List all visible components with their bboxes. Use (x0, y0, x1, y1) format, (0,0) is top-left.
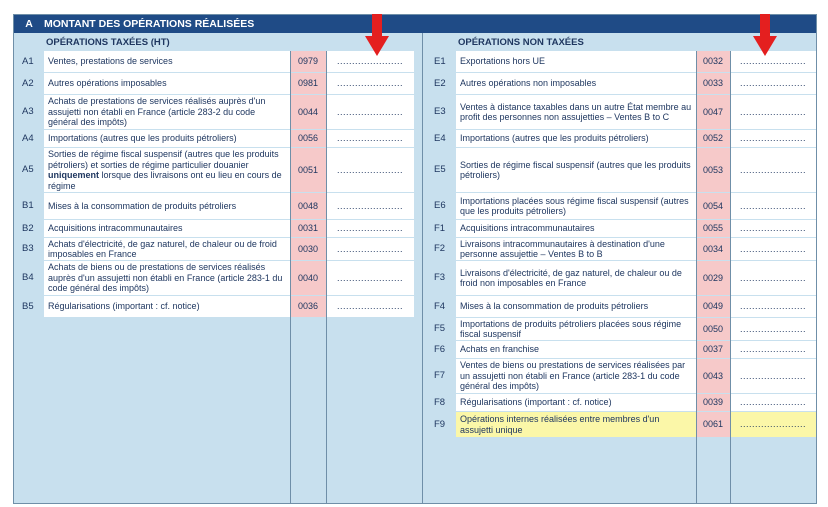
row-code: F3 (434, 272, 446, 284)
row-label (456, 238, 696, 261)
form-row (426, 359, 816, 394)
box-number: 0037 (696, 341, 730, 359)
row-code: F6 (434, 343, 446, 355)
section-title: MONTANT DES OPÉRATIONS RÉALISÉES (44, 18, 255, 30)
row-code: F4 (434, 300, 446, 312)
form-row (426, 130, 816, 148)
amount-field[interactable]: ...................... (730, 318, 816, 341)
box-number: 0036 (290, 296, 326, 318)
column-divider (422, 33, 423, 503)
row-label (456, 51, 696, 73)
form-row (14, 51, 414, 73)
amount-field[interactable]: ...................... (730, 296, 816, 318)
row-code: F9 (434, 418, 446, 430)
row-code: E3 (434, 106, 446, 118)
row-code: A4 (22, 132, 34, 144)
form-row (426, 238, 816, 261)
row-label-text: Achats de prestations de services réalisés auprès d'un assujetti non établi en France (article 283-2 du code général des impôts) (48, 96, 266, 128)
form-row (426, 73, 816, 95)
amount-field[interactable]: ...................... (730, 193, 816, 220)
form-row (14, 261, 414, 296)
row-label-text: Ventes, prestations de services (48, 56, 173, 67)
form-row (426, 341, 816, 359)
row-label (456, 95, 696, 130)
box-number: 0032 (696, 51, 730, 73)
row-code: B2 (22, 222, 34, 234)
row-label-text: Sorties de régime fiscal suspensif (autres que les produits pétroliers) (460, 159, 691, 180)
row-code: A5 (22, 164, 34, 176)
box-number: 0048 (290, 193, 326, 220)
down-arrow-icon (753, 14, 777, 56)
column-divider (696, 51, 697, 503)
amount-field[interactable]: ...................... (730, 412, 816, 438)
row-label-text: Opérations internes réalisées entre membres d'un assujetti unique (460, 414, 660, 435)
row-label-text: Livraisons intracommunautaires à destination d'une personne assujettie – Ventes B to B (460, 238, 665, 259)
box-number: 0981 (290, 73, 326, 95)
amount-field[interactable]: ...................... (730, 359, 816, 394)
amount-field[interactable]: ...................... (326, 95, 414, 130)
form-row (14, 73, 414, 95)
amount-field[interactable]: ...................... (326, 296, 414, 318)
row-label (456, 261, 696, 296)
form-row (426, 95, 816, 130)
row-code: B5 (22, 300, 34, 312)
row-label (456, 73, 696, 95)
row-label-text: Exportations hors UE (460, 56, 546, 67)
box-number: 0047 (696, 95, 730, 130)
form-row (14, 238, 414, 261)
box-number: 0979 (290, 51, 326, 73)
box-number: 0043 (696, 359, 730, 394)
row-label (456, 130, 696, 148)
row-code: A2 (22, 77, 34, 89)
row-label (456, 412, 696, 438)
form-row (14, 148, 414, 193)
row-label-text: Acquisitions intracommunautaires (460, 223, 595, 234)
amount-field[interactable]: ...................... (730, 148, 816, 193)
row-label (44, 220, 290, 238)
form-row (426, 261, 816, 296)
row-code: F8 (434, 396, 446, 408)
box-number: 0030 (290, 238, 326, 261)
row-label (456, 341, 696, 359)
box-number: 0053 (696, 148, 730, 193)
row-code: F5 (434, 323, 446, 335)
row-label-emphasis: uniquement (48, 170, 99, 180)
box-number: 0031 (290, 220, 326, 238)
row-label (456, 296, 696, 318)
form-row (426, 220, 816, 238)
amount-field[interactable]: ...................... (730, 73, 816, 95)
box-number: 0061 (696, 412, 730, 438)
box-number: 0052 (696, 130, 730, 148)
amount-field[interactable]: ...................... (730, 130, 816, 148)
form-row (14, 130, 414, 148)
row-label-text: Achats d'électricité, de gaz naturel, de chaleur ou de froid imposables en France (48, 238, 277, 259)
box-number: 0049 (696, 296, 730, 318)
row-label (44, 73, 290, 95)
amount-field[interactable]: ...................... (730, 261, 816, 296)
row-label-text: Mises à la consommation de produits pétroliers (460, 301, 649, 312)
row-label-text: Autres opérations imposables (48, 78, 167, 89)
form-row (426, 193, 816, 220)
row-label (456, 318, 696, 341)
box-number: 0054 (696, 193, 730, 220)
form-row (14, 95, 414, 130)
row-label (44, 95, 290, 130)
row-label (44, 261, 290, 296)
box-number: 0050 (696, 318, 730, 341)
row-label-text: Achats en franchise (460, 344, 540, 355)
box-number: 0039 (696, 394, 730, 412)
row-code: B3 (22, 243, 34, 255)
form-row (14, 296, 414, 318)
row-label (44, 296, 290, 318)
amount-field[interactable]: ...................... (326, 238, 414, 261)
box-number: 0056 (290, 130, 326, 148)
row-label (44, 193, 290, 220)
row-code: A3 (22, 106, 34, 118)
form-row (14, 220, 414, 238)
row-code: F2 (434, 243, 446, 255)
row-label (44, 51, 290, 73)
amount-field[interactable]: ...................... (326, 220, 414, 238)
right-heading: OPÉRATIONS NON TAXÉES (458, 36, 584, 48)
row-label (456, 220, 696, 238)
down-arrow-icon (365, 14, 389, 56)
row-label (44, 148, 290, 193)
row-code: E4 (434, 132, 446, 144)
column-divider (730, 51, 731, 503)
amount-field[interactable]: ...................... (730, 95, 816, 130)
row-label-text: Importations (autres que les produits pétroliers) (460, 133, 649, 144)
form-row (426, 318, 816, 341)
row-label (456, 148, 696, 193)
amount-field[interactable]: ...................... (730, 394, 816, 412)
row-code: E5 (434, 164, 446, 176)
row-label-text: Livraisons d'électricité, de gaz naturel, de chaleur ou de froid non imposables en France (460, 267, 682, 288)
box-number: 0029 (696, 261, 730, 296)
section-header (14, 15, 816, 33)
row-code: F1 (434, 222, 446, 234)
amount-field[interactable]: ...................... (730, 238, 816, 261)
row-code: E2 (434, 77, 446, 89)
box-number: 0040 (290, 261, 326, 296)
box-number: 0033 (696, 73, 730, 95)
row-code: E6 (434, 200, 446, 212)
row-code: A1 (22, 55, 34, 67)
row-code: B1 (22, 200, 34, 212)
row-label-text: Autres opérations non imposables (460, 78, 597, 89)
row-label-text (48, 149, 286, 191)
row-label-text: Régularisations (important : cf. notice) (460, 397, 612, 408)
box-number: 0044 (290, 95, 326, 130)
row-label (44, 130, 290, 148)
amount-field[interactable]: ...................... (730, 341, 816, 359)
row-label-text: Mises à la consommation de produits pétroliers (48, 200, 237, 211)
row-label-part: Sorties de régime fiscal suspensif (autres que les produits pétroliers) et sorties de régime particulier douanier (48, 149, 279, 170)
row-code: F7 (434, 370, 446, 382)
row-code: B4 (22, 272, 34, 284)
row-label-text: Importations (autres que les produits pétroliers) (48, 133, 237, 144)
row-label-text: Ventes à distance taxables dans un autre État membre au profit des personnes non assujetties – Ventes B to C (460, 101, 692, 122)
column-divider (326, 51, 327, 503)
row-label (456, 193, 696, 220)
amount-field[interactable]: ...................... (326, 73, 414, 95)
row-label-text: Achats de biens ou de prestations de services réalisés auprès d'un assujetti non établi en France (article 283-1 du code général des impôts) (48, 262, 283, 294)
row-label (44, 238, 290, 261)
amount-field[interactable]: ...................... (326, 51, 414, 73)
row-label-part: lorsque des livraisons ont eu lieu en cours de régime (48, 170, 282, 191)
left-heading: OPÉRATIONS TAXÉES (HT) (46, 36, 170, 48)
column-divider (290, 51, 291, 503)
form-row (426, 394, 816, 412)
box-number: 0055 (696, 220, 730, 238)
row-label-text: Acquisitions intracommunautaires (48, 223, 183, 234)
amount-field[interactable]: ...................... (326, 130, 414, 148)
amount-field[interactable]: ...................... (326, 148, 414, 193)
amount-field[interactable]: ...................... (326, 261, 414, 296)
row-label-text: Régularisations (important : cf. notice) (48, 301, 200, 312)
section-letter: A (25, 18, 33, 30)
amount-field[interactable]: ...................... (730, 51, 816, 73)
row-label (456, 359, 696, 394)
row-label (456, 394, 696, 412)
box-number: 0034 (696, 238, 730, 261)
form-row (14, 193, 414, 220)
row-code: E1 (434, 55, 446, 67)
row-label-text: Ventes de biens ou prestations de services réalisées par un assujetti non établi en France (article 283-1 du code général des impôts) (460, 360, 686, 392)
row-label-text: Importations placées sous régime fiscal suspensif (autres que les produits pétroliers) (460, 195, 689, 216)
operations-form (13, 14, 817, 504)
form-row (426, 148, 816, 193)
row-label-text: Importations de produits pétroliers placées sous régime fiscal suspensif (460, 318, 682, 339)
form-row (426, 296, 816, 318)
amount-field[interactable]: ...................... (730, 220, 816, 238)
amount-field[interactable]: ...................... (326, 193, 414, 220)
box-number: 0051 (290, 148, 326, 193)
form-row (426, 412, 816, 438)
